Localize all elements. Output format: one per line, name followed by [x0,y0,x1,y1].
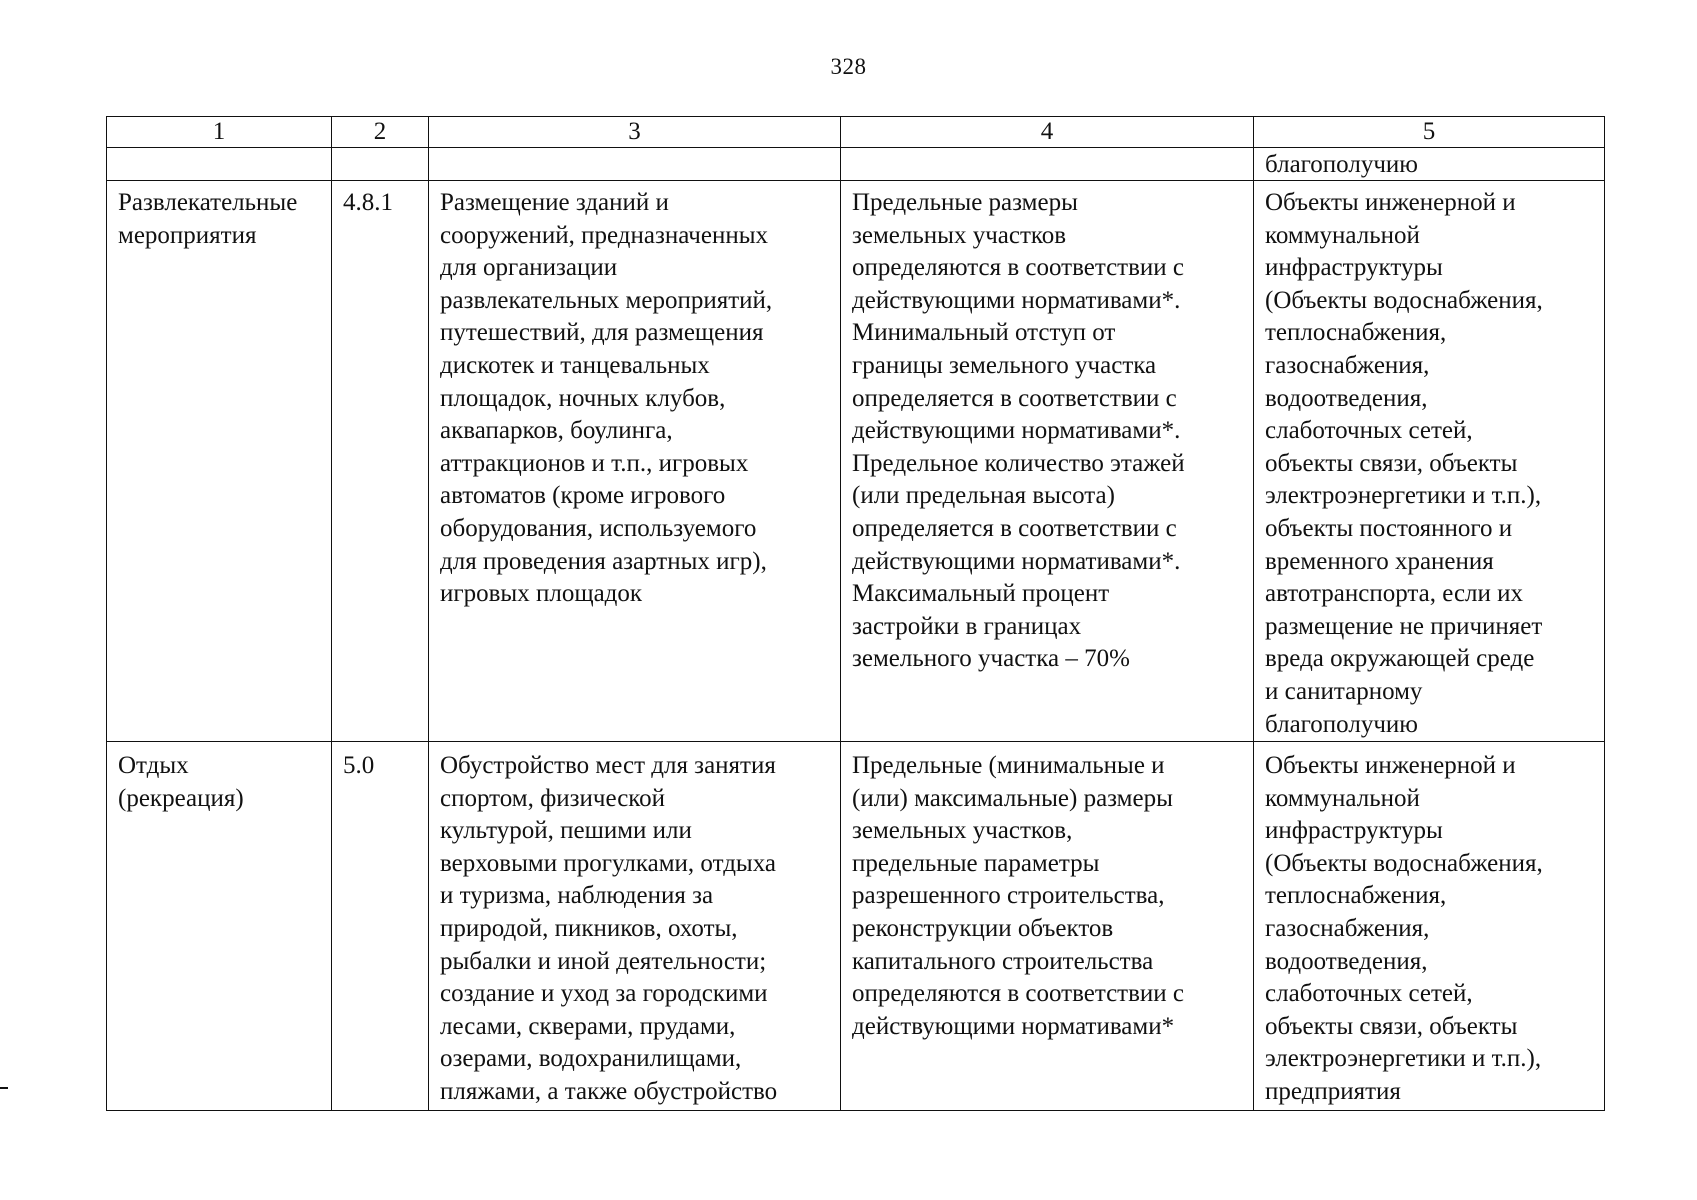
column-number-row [107,117,1605,148]
column-header-2: 2 [332,117,429,148]
building-parameters: Предельные (минимальные и (или) максимальные) размеры земельных участков, предельные параметры разрешенного строительства, реконструкции объектов капитального строительства определяются в соответствии с действующими нормативами* [841,742,1254,1111]
column-header-4: 4 [841,117,1254,148]
continuation-cell-4 [841,148,1254,181]
building-parameters: Предельные размеры земельных участков определяются в соответствии с действующими нормативами*. Минимальный отступ от границы земельного участка определяется в соответствии с действующими нормативами*. Предельное количество этажей (или предельная высота) определяется в соответствии с действующими нормативами*. Максимальный процент застройки в границах земельного участка – 70% [841,181,1254,742]
auxiliary-uses: Объекты инженерной и коммунальной инфраструктуры (Объекты водоснабжения, теплоснабжения, газоснабжения, водоотведения, слаботочных сетей, объекты связи, объекты электроэнергетики и т.п.), предприятия [1254,742,1605,1111]
use-type-code: 5.0 [332,742,429,1111]
table-row [107,742,1605,1111]
column-header-5: 5 [1254,117,1605,148]
continuation-cell-1 [107,148,332,181]
auxiliary-uses: Объекты инженерной и коммунальной инфраструктуры (Объекты водоснабжения, теплоснабжения, газоснабжения, водоотведения, слаботочных сетей, объекты связи, объекты электроэнергетики и т.п.), объекты постоянного и временного хранения автотранспорта, если их размещение не причиняет вреда окружающей среде и санитарному благополучию [1254,181,1605,742]
continuation-cell-3 [429,148,841,181]
column-header-3: 3 [429,117,841,148]
page-number: 328 [830,54,867,79]
table-row [107,181,1605,742]
use-type-name: Развлекательные мероприятия [107,181,332,742]
land-use-table [106,116,1605,1111]
use-type-description: Размещение зданий и сооружений, предназначенных для организации развлекательных мероприятий, путешествий, для размещения дискотек и танцевальных площадок, ночных клубов, аквапарков, боулинга, аттракционов и т.п., игровых автоматов (кроме игрового оборудования, используемого для проведения азартных игр), игровых площадок [429,181,841,742]
continuation-cell-5: благополучию [1254,148,1605,181]
use-type-code: 4.8.1 [332,181,429,742]
column-header-1: 1 [107,117,332,148]
use-type-name: Отдых (рекреация) [107,742,332,1111]
continuation-row [107,148,1605,181]
margin-mark [0,1087,8,1089]
continuation-cell-2 [332,148,429,181]
use-type-description: Обустройство мест для занятия спортом, физической культурой, пешими или верховыми прогулками, отдыха и туризма, наблюдения за природой, пикников, охоты, рыбалки и иной деятельности; создание и уход за городскими лесами, скверами, прудами, озерами, водохранилищами, пляжами, а также обустройство [429,742,841,1111]
